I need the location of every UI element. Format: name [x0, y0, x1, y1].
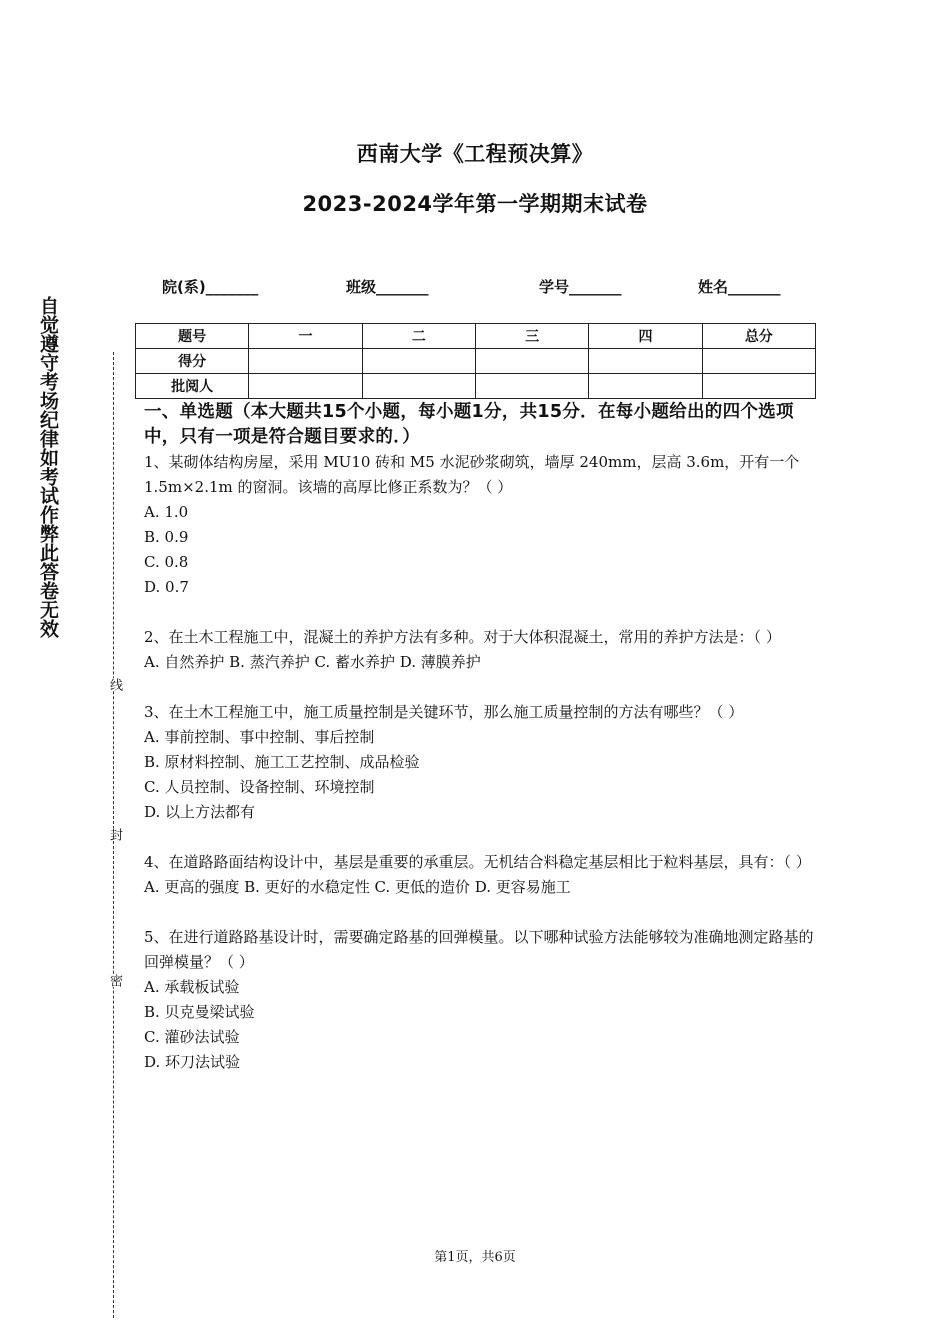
question-stem: 4、在道路路面结构设计中，基层是重要的承重层。无机结合料稳定基层相比于粒料基层，具有：（ ） — [144, 853, 811, 871]
question-stem: 1、某砌体结构房屋，采用 MU10 砖和 M5 水泥砂浆砌筑，墙厚 240mm，层高 3.6m，开有一个 1.5m×2.1m 的窗洞。该墙的高厚比修正系数为？（ ） — [144, 453, 800, 496]
grader-row-label: 批阅人 — [136, 374, 249, 399]
question-item — [144, 850, 818, 900]
question-option: D. 以上方法都有 — [144, 803, 256, 821]
question-item — [144, 450, 818, 600]
grader-cell — [475, 374, 588, 399]
score-header-cell: 题号 — [136, 324, 249, 349]
question-option: D. 0.7 — [144, 578, 189, 596]
binding-mark-seal: 封 — [104, 828, 124, 841]
exam-subtitle: 2023-2024学年第一学期期末试卷 — [302, 192, 648, 216]
question-item — [144, 700, 818, 825]
score-cell — [589, 349, 702, 374]
question-stem: 3、在土木工程施工中，施工质量控制是关键环节，那么施工质量控制的方法有哪些？（ ） — [144, 703, 744, 721]
question-stem: 2、在土木工程施工中，混凝土的养护方法有多种。对于大体积混凝土，常用的养护方法是：（ ） — [144, 628, 781, 646]
exam-title: 西南大学《工程预决算》 — [356, 142, 594, 166]
score-cell — [249, 349, 362, 374]
grader-cell — [589, 374, 702, 399]
question-option: C. 灌砂法试验 — [144, 1028, 240, 1046]
question-option: A. 承载板试验 — [144, 978, 240, 996]
question-option: A. 更高的强度 B. 更好的水稳定性 C. 更低的造价 D. 更容易施工 — [144, 878, 571, 896]
question-item — [144, 925, 818, 1075]
question-option: A. 1.0 — [144, 503, 189, 521]
question-option: A. 事前控制、事中控制、事后控制 — [144, 728, 375, 746]
score-cell — [362, 349, 475, 374]
student-id-field: 学号_______ — [539, 278, 622, 296]
score-header-cell: 三 — [475, 324, 588, 349]
grader-cell — [249, 374, 362, 399]
class-field: 班级_______ — [346, 278, 429, 296]
question-item — [144, 625, 818, 675]
department-field: 院(系)_______ — [162, 278, 259, 296]
grader-cell — [362, 374, 475, 399]
section-heading: 一、单选题（本大题共15个小题，每小题1分，共15分．在每小题给出的四个选项中，只有一项是符合题目要求的．） — [144, 402, 794, 447]
page-number: 第1页，共6页 — [434, 1250, 516, 1265]
score-header-cell: 四 — [589, 324, 702, 349]
grader-row — [136, 374, 816, 399]
score-header-cell: 一 — [249, 324, 362, 349]
question-option: C. 0.8 — [144, 553, 189, 571]
question-option: C. 人员控制、设备控制、环境控制 — [144, 778, 375, 796]
score-header-cell: 总分 — [702, 324, 815, 349]
score-cell — [475, 349, 588, 374]
binding-mark-line: 线 — [104, 678, 124, 691]
question-option: A. 自然养护 B. 蒸汽养护 C. 蓄水养护 D. 薄膜养护 — [144, 653, 481, 671]
score-cell — [702, 349, 815, 374]
question-option: B. 贝克曼梁试验 — [144, 1003, 255, 1021]
exam-discipline-notice: 自觉遵守考场纪律如考试作弊此答卷无效 — [37, 296, 59, 638]
question-option: B. 0.9 — [144, 528, 189, 546]
student-info-row — [0, 276, 950, 300]
score-header-cell: 二 — [362, 324, 475, 349]
score-table-header-row — [136, 324, 816, 349]
question-section — [144, 400, 818, 1100]
question-option: B. 原材料控制、施工工艺控制、成品检验 — [144, 753, 420, 771]
question-stem: 5、在进行道路路基设计时，需要确定路基的回弹模量。以下哪种试验方法能够较为准确地测定路基的回弹模量？（ ） — [144, 928, 814, 971]
score-table — [135, 323, 816, 399]
name-field: 姓名_______ — [698, 278, 781, 296]
binding-mark-secret: 密 — [104, 974, 124, 987]
grader-cell — [702, 374, 815, 399]
score-row — [136, 349, 816, 374]
score-row-label: 得分 — [136, 349, 249, 374]
question-option: D. 环刀法试验 — [144, 1053, 241, 1071]
